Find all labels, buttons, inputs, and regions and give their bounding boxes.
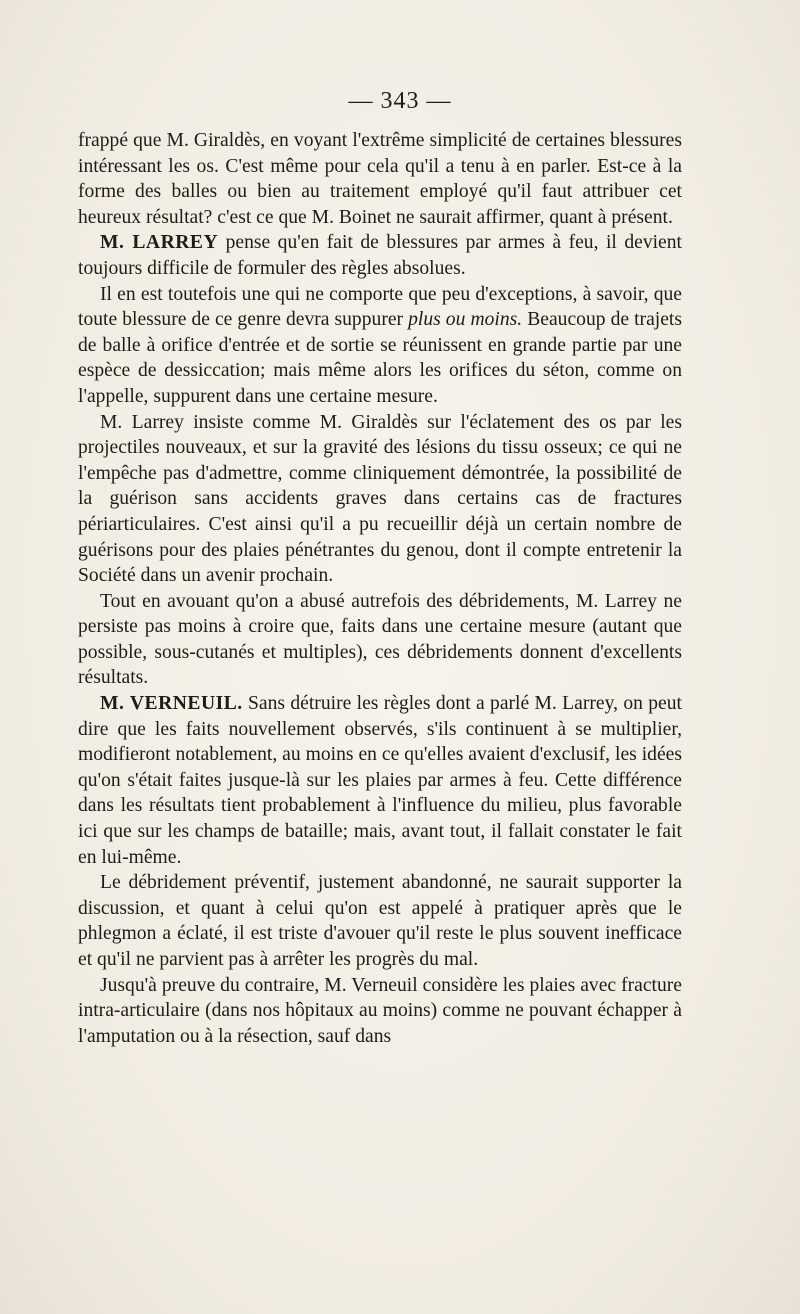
paragraph-text: Beaucoup de trajets de balle à orifice d'entrée et de sortie se réunissent en grande partie par une espèce de dessiccation; mais même alors les orifices du séton, comme on l'appelle, suppurent dans une certaine mesure. bbox=[78, 309, 682, 407]
body-text bbox=[78, 128, 682, 1049]
paragraph-3 bbox=[78, 282, 682, 410]
paragraph-text: Sans détruire les règles dont a parlé M. Larrey, on peut dire que les faits nouvellement observés, s'ils continuent à se multiplier, modifieront notablement, au moins en ce qu'elles avaient d'exclusif, les idées qu'on s'était faites jusque-là sur les plaies par armes à feu. Cette différence dans les résultats tient probablement à l'influence du milieu, plus favorable ici que sur les champs de bataille; mais, avant tout, il fallait constater le fait en lui-même. bbox=[78, 693, 682, 868]
paragraph-8: Jusqu'à preuve du contraire, M. Verneuil considère les plaies avec fracture intra-articulaire (dans nos hôpitaux au moins) comme ne pouvant échapper à l'amputation ou à la résection, sauf dans bbox=[78, 974, 682, 1047]
paragraph-2 bbox=[78, 230, 682, 281]
paragraph-4: M. Larrey insiste comme M. Giraldès sur l'éclatement des os par les projectiles nouveaux, et sur la gravité des lésions du tissu osseux; ce qui ne l'empêche pas d'admettre, comme cliniquement démontrée, la possibilité de la guérison sans accidents graves dans certains cas de fractures périarticulaires. C'est ainsi qu'il a pu recueillir déjà un certain nombre de guérisons pour des plaies pénétrantes du genou, dont il compte entretenir la Société dans un avenir prochain. bbox=[78, 411, 682, 587]
paragraph-7: Le débridement préventif, justement abandonné, ne saurait supporter la discussion, et quant à celui qu'on est appelé à pratiquer après que le phlegmon a éclaté, il est triste d'avouer qu'il reste le plus souvent inefficace et qu'il ne parvient pas à arrêter les progrès du mal. bbox=[78, 872, 682, 970]
emphasis-text: plus ou moins. bbox=[408, 309, 523, 331]
paragraph-5: Tout en avouant qu'on a abusé autrefois des débridements, M. Larrey ne persiste pas moins à croire que, faits dans une certaine mesure (autant que possible, sous-cutanés et multiples), ces débridements donnent d'excellents résultats. bbox=[78, 590, 682, 689]
speaker-name: M. LARREY bbox=[100, 232, 219, 254]
page-number: — 343 — bbox=[348, 88, 452, 114]
speaker-name: M. VERNEUIL. bbox=[100, 693, 243, 715]
paragraph-text: pense qu'en fait de blessures par armes à feu, il devient toujours difficile de formuler des règles absolues. bbox=[78, 232, 682, 279]
paragraph-text: Il en est toutefois une qui ne comporte que peu d'exceptions, à savoir, que toute blessure de ce genre devra suppurer bbox=[78, 283, 682, 331]
paragraph-1: frappé que M. Giraldès, en voyant l'extrême simplicité de certaines blessures intéressant les os. C'est même pour cela qu'il a tenu à en parler. Est-ce à la forme des balles ou bien au traitement employé qu'il faut attribuer cet heureux résultat? c'est ce que M. Boinet ne saurait affirmer, quant à présent. bbox=[78, 130, 682, 228]
paragraph-6 bbox=[78, 691, 682, 870]
